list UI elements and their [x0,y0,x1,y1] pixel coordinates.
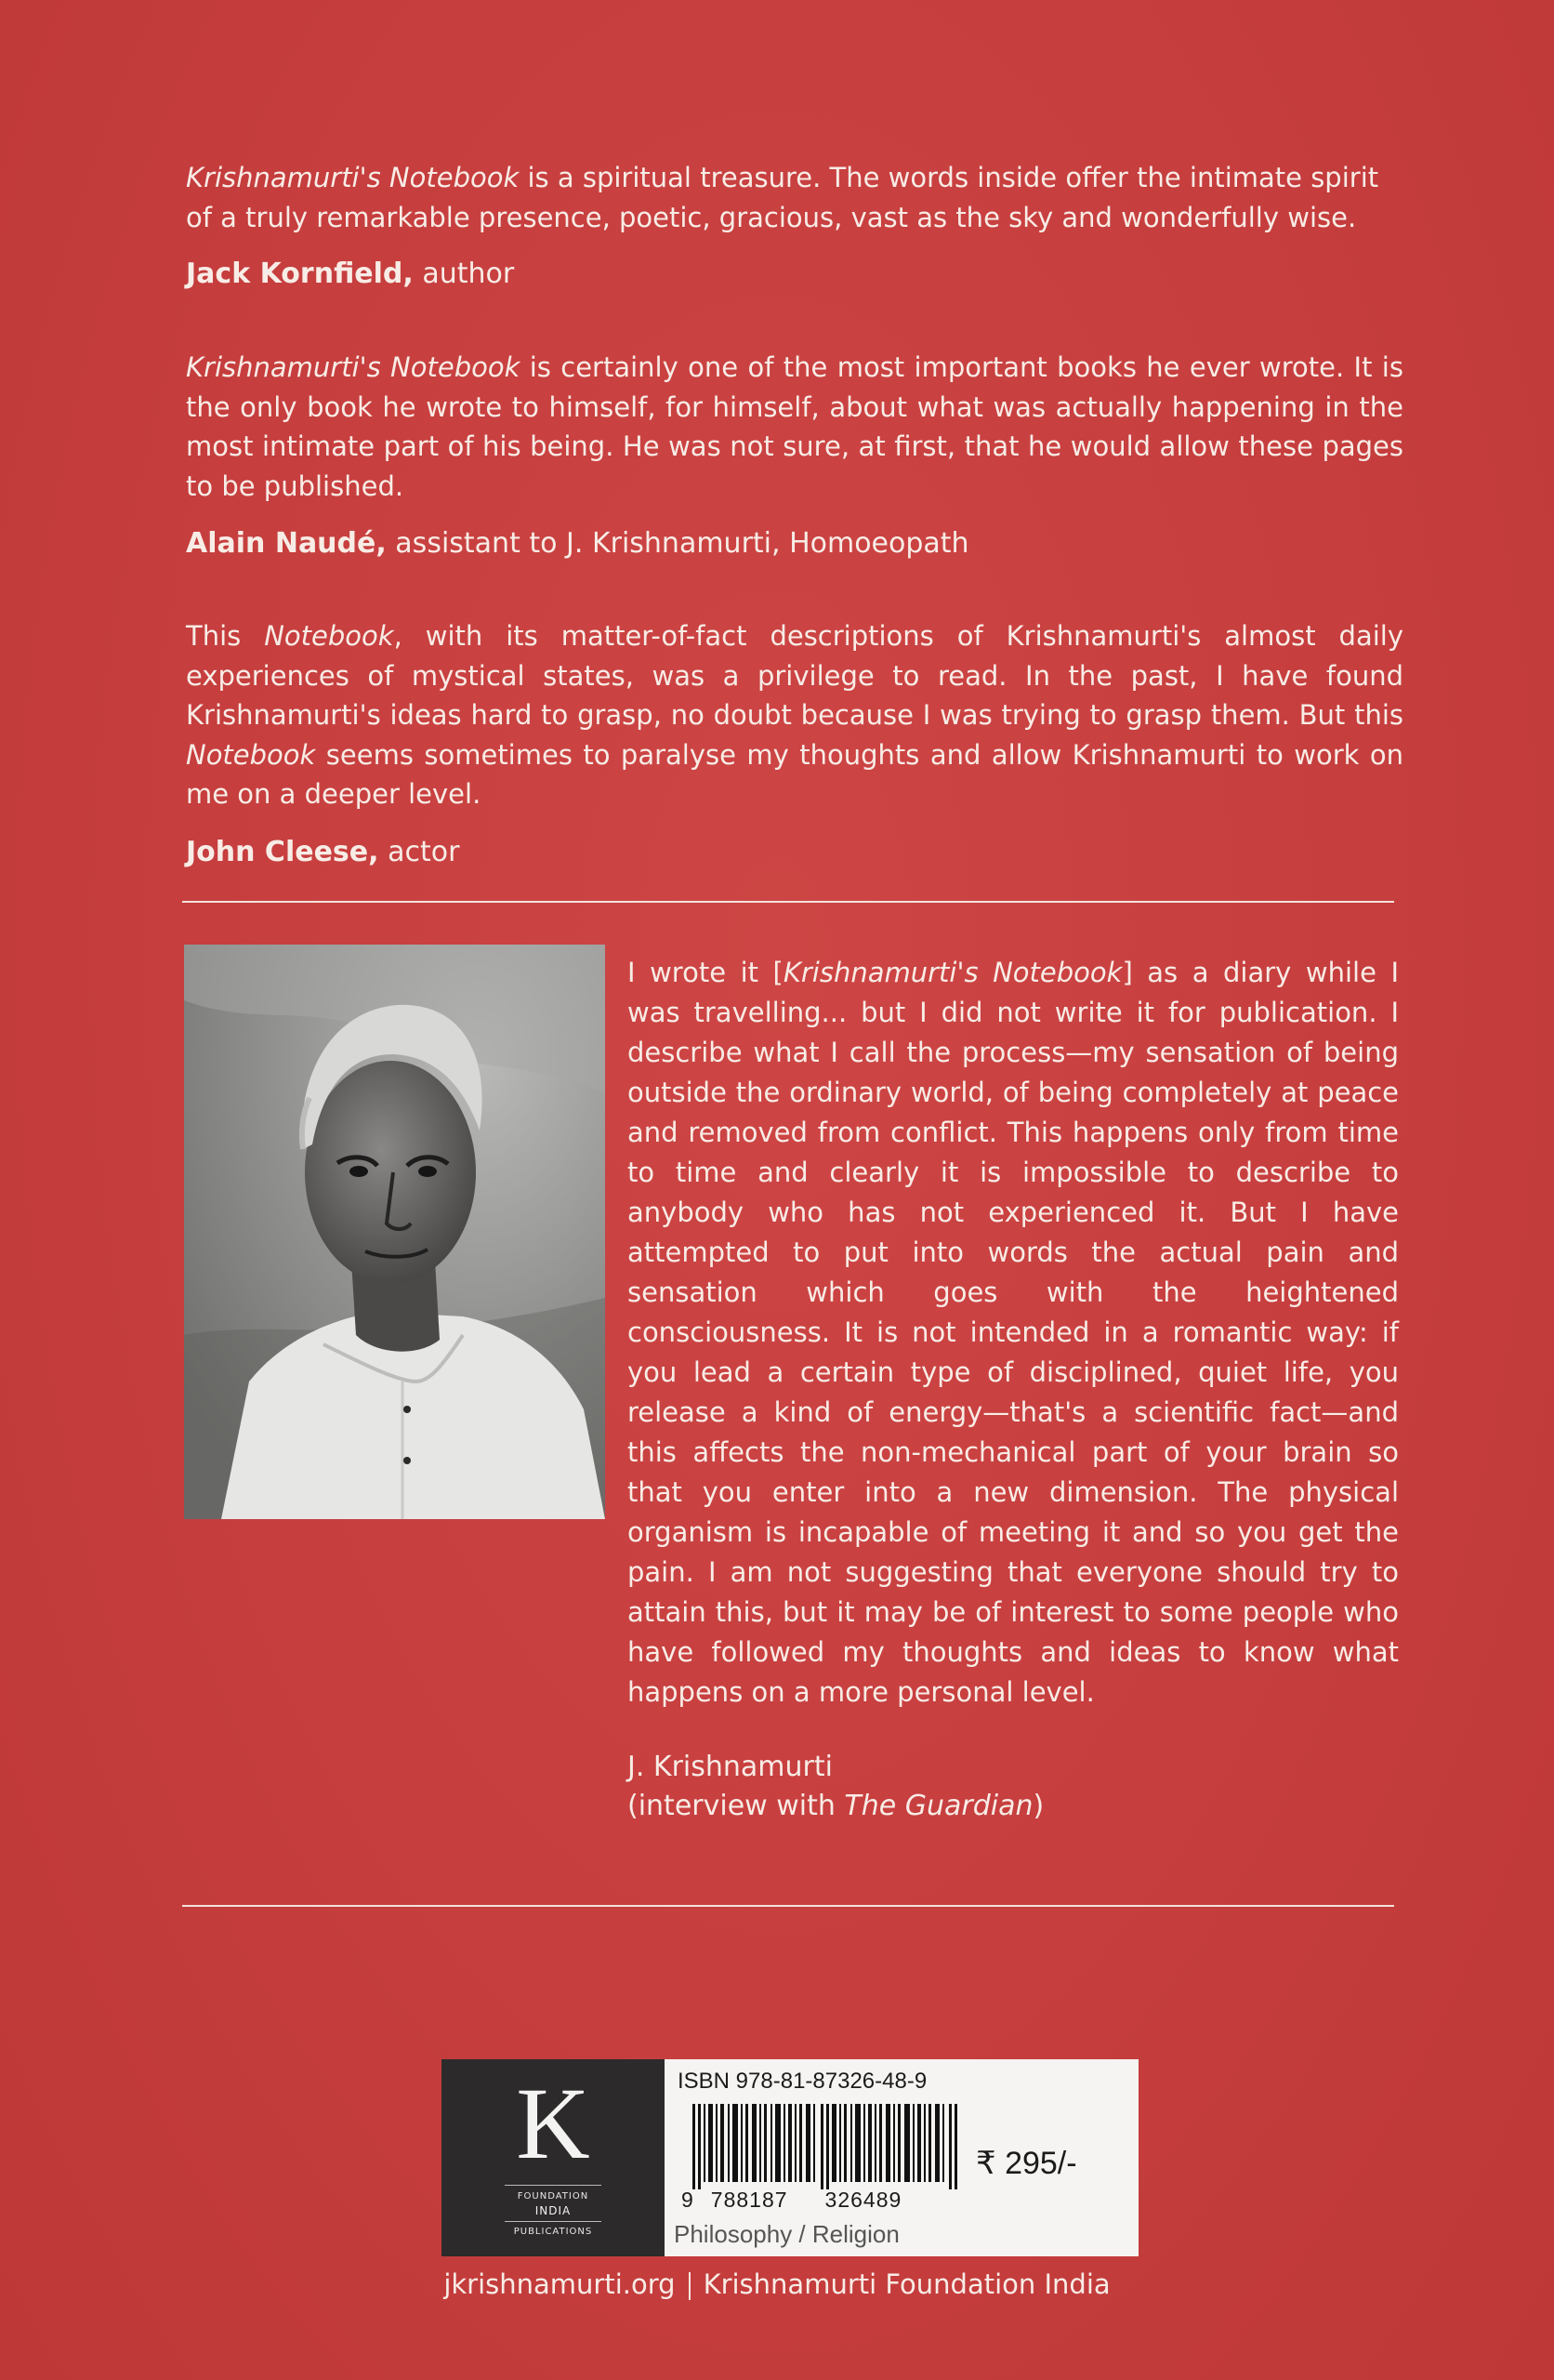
quote-3-pre: This [186,620,265,652]
author-portrait-illustration [184,945,605,1519]
barcode-digit-group-2: 326489 [824,2188,902,2212]
quote-1-title: Krishnamurti's Notebook [186,162,520,193]
quote-2-title: Krishnamurti's Notebook [186,351,520,383]
quote-2-text: is certainly one of the most important books he ever wrote. It is the only book he wrote to himself, for himself, about what was actually happening in the most intimate part of his being. He was not sure, at first, that he would allow these pages to be published. [186,351,1403,502]
interview-source [627,1787,1044,1826]
isbn-text: ISBN 978-81-87326-48-9 [678,2069,928,2094]
publisher-logo [441,2059,665,2256]
quote-3-title-2: Notebook [186,738,316,771]
quote-3 [186,616,1403,814]
interview-source-title: The Guardian [844,1790,1034,1822]
quote-3-attribution [186,833,459,872]
quote-3-role: actor [378,836,460,868]
quote-1-role: author [413,258,515,290]
quote-3-text-1: , with its matter-of-fact descriptions of Krishnamurti's almost daily experiences of mystical states, was a privilege to read. In the past, I have found Krishnamurti's ideas hard to grasp, no doubt because I was trying to grasp them. But this [186,620,1403,731]
barcode-label [665,2059,1139,2256]
barcode-digit-group-1: 788187 [710,2188,788,2212]
quote-1-author: Jack Kornfield, [186,258,414,290]
quote-2-role: assistant to J. Krishnamurti, Homoeopath [386,527,969,560]
barcode-digits [681,2188,902,2213]
bottom-divider [182,1905,1394,1907]
interview-pre: I wrote it [ [627,957,784,988]
interview-text: ] as a diary while I was travelling... but I did not write it for publication. I describe what I call the process—my sensation of being outside the ordinary world, of being completely at peace and removed from conflict. This happens only from time to time and clearly it is impossible to describe to anybody who has not experienced it. But I have attempted to put into words the actual pain and sensation which goes with the heightened consciousness. It is not intended in a romantic way: if you lead a certain type of disciplined, quiet life, you release a kind of energy—that's a scientific fact—and this affects the non-mechanical part of your brain so that you enter into a new dimension. The physical organism is incapable of meeting it and so you get the pain. I am not suggesting that everyone should try to attain this, but it may be of interest to some people who have followed my thoughts and ideas to know what happens on a more personal level. [627,957,1399,1708]
barcode-digit-first: 9 [681,2188,694,2212]
interview-source-post: ) [1033,1790,1045,1822]
category-text: Philosophy / Religion [674,2220,900,2248]
footer-separator [689,2272,691,2300]
author-photo [184,945,605,1519]
quote-2 [186,348,1403,506]
quote-3-title: Notebook [264,620,394,652]
interview-signature: J. Krishnamurti [627,1751,833,1783]
interview-quote [627,953,1399,1712]
quote-1-attribution [186,255,514,294]
logo-line-1: FOUNDATION [517,2191,589,2202]
logo-line-2: INDIA [534,2204,572,2217]
footer-website[interactable]: jkrishnamurti.org [443,2268,676,2300]
quote-1 [186,158,1403,237]
logo-line-3: PUBLICATIONS [513,2227,593,2237]
footer-publisher: Krishnamurti Foundation India [703,2268,1111,2300]
barcode-bars [692,2104,962,2189]
logo-k-letter: K [516,2067,590,2180]
quote-2-attribution [186,524,969,563]
barcode-block [441,2059,1139,2256]
top-divider [182,901,1394,903]
price-text: ₹ 295/- [976,2146,1077,2181]
quote-3-author: John Cleese, [186,836,379,868]
interview-source-pre: (interview with [627,1790,845,1822]
interview-title: Krishnamurti's Notebook [783,957,1123,988]
quote-1-text: is a spiritual treasure. The words inside offer the intimate spirit of a truly remarkable presence, poetic, gracious, vast as the sky and wonderfully wise. [186,162,1379,233]
quote-3-text-2: seems sometimes to paralyse my thoughts and allow Krishnamurti to work on me on a deeper level. [186,738,1403,810]
footer [0,2268,1554,2300]
quote-2-author: Alain Naudé, [186,527,387,560]
